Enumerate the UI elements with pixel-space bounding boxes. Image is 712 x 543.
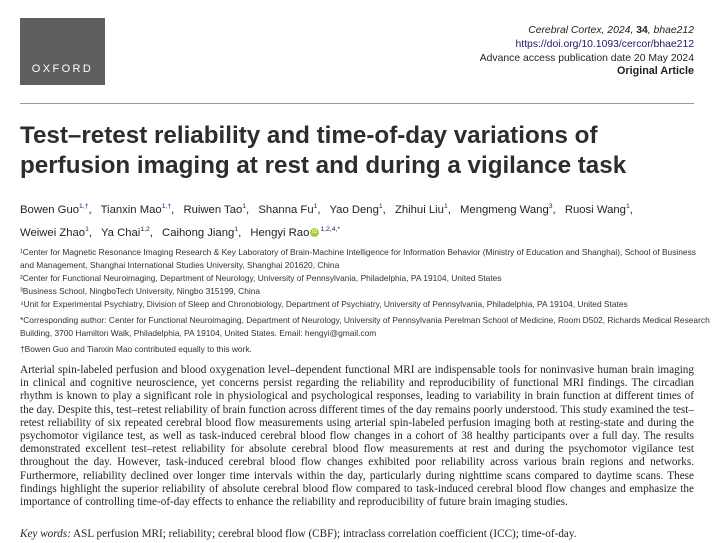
author-name[interactable]: Yao Deng$^1$, (329, 203, 386, 216)
orcid-icon[interactable]: iD (312, 229, 318, 236)
article-id: , bhae212 (647, 25, 694, 36)
doi-link[interactable]: https://doi.org/10.1093/cercor/bhae212 (515, 38, 694, 50)
journal-citation (480, 24, 694, 38)
keywords (20, 528, 700, 540)
affiliation-4: ⁴Unit for Experimental Psychiatry, Division of Sleep and Chronobiology, Department of Psychiatry, University of Pennsylvania, Philadelphia, PA 19104, United States (20, 299, 628, 309)
correspondence-note: *Corresponding author: Center for Functional Neuroimaging, Department of Neurology, University of Pennsylvania Perelman School of Medicine, Room D502, Richards Medical Research Building, 3700 Hamilton Walk, Philadelphia, PA 19104, United States. Email: hengyi@gmail.com (20, 315, 710, 338)
affiliation-2: ²Center for Functional Neuroimaging, Department of Neurology, University of Pennsylvania, Philadelphia, PA 19104, United States (20, 273, 502, 283)
author-name[interactable]: Ruiwen Tao$^1$, (183, 203, 250, 216)
author-affiliation-marker: 1 (242, 203, 247, 210)
author-affiliation-marker: 1 (625, 203, 630, 210)
author-affiliation-marker: 1 (443, 203, 448, 210)
author-name[interactable]: Ya Chai$^{1,2}$, (100, 225, 153, 239)
affiliation-1: ¹Center for Magnetic Resonance Imaging Research & Key Laboratory of Brain-Machine Intelligence for Information Behavior (Ministry of Education and Shanghai), School of Business and Management, Shanghai International Studies University, Shanghai 201620, China (20, 247, 696, 270)
author-affiliation-marker: 1,† (161, 203, 172, 210)
author-affiliation-marker: 1,† (79, 203, 89, 210)
article-meta (480, 24, 694, 79)
keywords-label: Key words: (20, 528, 71, 540)
author-name[interactable]: Zhihui Liu$^1$, (394, 203, 451, 216)
article-type: Original Article (617, 65, 694, 78)
author-affiliation-marker: 1 (378, 203, 383, 210)
author-affiliation-marker: 1,2 (140, 225, 150, 233)
article-title: Test–retest reliability and time-of-day variations of perfusion imaging at rest and during a vigilance task (20, 122, 627, 179)
affiliation-3: ³Business School, NingboTech University, Ningbo 315199, China (20, 286, 261, 296)
publisher-name: OXFORD (31, 63, 94, 75)
abstract: Arterial spin-labeled perfusion and blood oxygenation level–dependent functional MRI are indispensable tools for noninvasive human brain imaging in clinical and cognitive neuroscience, yet concerns persist regarding the reliability and reproducibility of functional MRI findings. The circadian rhythm is known to play a significant role in physiological and psychological responses, leading to variability in brain function at different times of the day. Despite this, test–retest reliability of brain function across different times of the day remains poorly understood. This study examined the test–retest reliability of six repeated cerebral blood flow measurements using arterial spin-labeled perfusion imaging both at resting-state and during the psychomotor vigilance test, as well as task-induced cerebral blood flow changes in a cohort of 38 healthy participants over a full day. The results demonstrated excellent test–retest reliability for absolute cerebral blood flow measurements at rest and during the psychomotor vigilance test throughout the day. However, task-induced cerebral blood flow changes exhibited poor reliability across various brain regions and networks. Furthermore, reliability declined over longer time intervals within the day, particularly during nighttime scans compared to daytime scans. These findings highlight the superior reliability of absolute cerebral blood flow compared to task-induced cerebral blood flow changes and emphasize the importance of controlling time-of-day effects to enhance the reliability and reproducibility of future brain imaging studies. (20, 364, 694, 509)
author-affiliation-marker: 1 (234, 225, 239, 233)
header-divider (20, 103, 694, 104)
journal-name: Cerebral Cortex (528, 25, 602, 36)
keywords-list: ASL perfusion MRI; reliability; cerebral blood flow (CBF); intraclass correlation coefficient (ICC); time-of-day. (70, 528, 577, 540)
author-name[interactable]: Weiwei Zhao$^1$, (20, 225, 93, 239)
author-list (20, 197, 700, 243)
author-affiliation-marker: 1 (85, 225, 89, 233)
journal-year: , 2024, (601, 25, 637, 36)
oxford-logo (20, 18, 105, 85)
author-name[interactable]: Ruosi Wang$^1$, (564, 203, 633, 216)
author-name[interactable]: Caihong Jiang$^1$, (162, 225, 242, 239)
author-name[interactable]: Tianxin Mao$^{1,\dagger}$, (100, 203, 175, 216)
advance-access-date: Advance access publication date 20 May 2024 (479, 52, 694, 64)
author-affiliation-marker: 3 (548, 203, 553, 210)
author-name[interactable]: Bowen Guo$^{1,\dagger}$, (20, 203, 92, 216)
author-name[interactable]: Hengyi Rao iD $^{1,2,4,*}$ (250, 225, 341, 239)
journal-volume: 34 (636, 25, 648, 36)
affiliations (20, 246, 710, 356)
author-name[interactable]: Shanna Fu$^1$, (258, 203, 321, 216)
author-affiliation-marker: 1,2,4,* (320, 225, 341, 233)
equal-contribution-note: †Bowen Guo and Tianxin Mao contributed equally to this work. (20, 344, 252, 354)
author-affiliation-marker: 1 (313, 203, 318, 210)
author-name[interactable]: Mengmeng Wang$^3$, (460, 203, 556, 216)
